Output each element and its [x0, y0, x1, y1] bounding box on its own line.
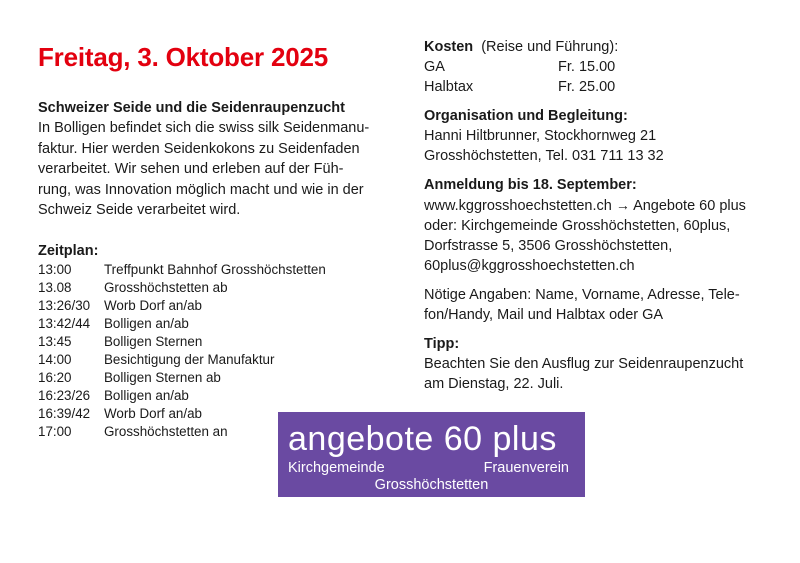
angebote-logo	[278, 412, 585, 497]
schedule-desc: Bolligen an/ab	[104, 387, 189, 403]
organisation-line: Grosshöchstetten, Tel. 031 711 13 32	[424, 148, 664, 164]
schedule-time: 13:42/44	[38, 315, 91, 331]
organisation-heading: Organisation und Begleitung:	[424, 108, 628, 124]
schedule-time: 13:45	[38, 333, 72, 349]
schedule-desc: Treffpunkt Bahnhof Grosshöchstetten	[104, 261, 326, 277]
schedule-desc: Besichtigung der Manufaktur	[104, 351, 275, 367]
schedule-time: 13:00	[38, 261, 72, 277]
intro-line: verarbeitet. Wir sehen und erleben auf der Füh-	[38, 161, 344, 178]
schedule-desc: Bolligen an/ab	[104, 315, 189, 331]
cost-label: Halbtax	[424, 79, 474, 95]
tip-heading: Tipp:	[424, 336, 460, 352]
costs-header	[424, 37, 789, 57]
left-column	[38, 40, 383, 441]
schedule-row	[38, 279, 383, 297]
costs-section	[424, 37, 789, 97]
schedule-time: 13.08	[38, 279, 72, 295]
intro-heading: Schweizer Seide und die Seidenraupenzucht	[38, 100, 345, 116]
schedule-desc: Worb Dorf an/ab	[104, 297, 202, 313]
schedule-time: 16:20	[38, 369, 72, 385]
organisation-line: Hanni Hiltbrunner, Stockhornweg 21	[424, 128, 657, 144]
cost-price: Fr. 25.00	[558, 79, 616, 95]
website-link[interactable]: www.kggrosshoechstetten.ch	[424, 198, 612, 214]
required-info-section	[424, 285, 789, 325]
registration-section	[424, 175, 789, 276]
registration-heading: Anmeldung bis 18. September:	[424, 177, 637, 193]
logo-bottom-text: Grosshöchstetten	[374, 477, 489, 493]
logo-left-text: Kirchgemeinde	[288, 460, 385, 476]
intro-line: In Bolligen befindet sich die swiss silk Seidenmanu-	[38, 120, 370, 136]
schedule-row	[38, 333, 383, 351]
schedule-time: 16:39/42	[38, 405, 91, 421]
costs-heading: Kosten	[424, 39, 474, 55]
schedule-heading: Zeitplan:	[38, 242, 99, 259]
tip-line: am Dienstag, 22. Juli.	[424, 376, 564, 392]
schedule-row	[38, 351, 383, 369]
schedule-row	[38, 315, 383, 333]
schedule-row	[38, 387, 383, 405]
schedule-time: 16:23/26	[38, 387, 91, 403]
required-line: Nötige Angaben: Name, Vorname, Adresse, Tele-	[424, 287, 740, 303]
logo-right-text: Frauenverein	[483, 460, 569, 476]
cost-price: Fr. 15.00	[558, 59, 616, 75]
schedule-desc: Bolligen Sternen ab	[104, 369, 221, 385]
event-date-title: Freitag, 3. Oktober 2025	[38, 42, 328, 72]
registration-line: Dorfstrasse 5, 3506 Grosshöchstetten,	[424, 238, 673, 254]
right-column	[424, 37, 789, 403]
tip-section	[424, 334, 789, 394]
cost-label: GA	[424, 59, 445, 75]
registration-email[interactable]: 60plus@kggrosshoechstetten.ch	[424, 258, 635, 274]
arrow-right-icon: →	[615, 197, 630, 213]
required-line: fon/Handy, Mail und Halbtax oder GA	[424, 307, 664, 323]
schedule-row	[38, 369, 383, 387]
intro-text	[38, 118, 383, 221]
registration-line: oder: Kirchgemeinde Grosshöchstetten, 60plus,	[424, 218, 731, 234]
organisation-section	[424, 106, 789, 166]
costs-note: (Reise und Führung):	[481, 39, 619, 55]
schedule-row	[38, 297, 383, 315]
logo-main-text: angebote 60 plus	[288, 420, 557, 458]
cost-row	[424, 77, 789, 97]
tip-line: Beachten Sie den Ausflug zur Seidenraupenzucht	[424, 356, 744, 372]
intro-line: rung, was Innovation möglich macht und wie in der	[38, 181, 364, 198]
schedule-row	[38, 261, 383, 279]
schedule-desc: Grosshöchstetten an	[104, 423, 228, 439]
logo-sub-row	[288, 460, 575, 477]
schedule-time: 14:00	[38, 351, 72, 367]
registration-website-line	[424, 195, 789, 216]
schedule-desc: Grosshöchstetten ab	[104, 279, 228, 295]
schedule-time: 13:26/30	[38, 297, 91, 313]
intro-line: Schweiz Seide verarbeitet wird.	[38, 202, 241, 219]
cost-row	[424, 57, 789, 77]
schedule-desc: Worb Dorf an/ab	[104, 405, 202, 421]
intro-line: faktur. Hier werden Seidenkokons zu Seidenfaden	[38, 140, 360, 157]
website-target: Angebote 60 plus	[633, 198, 746, 214]
schedule-time: 17:00	[38, 423, 72, 439]
schedule-desc: Bolligen Sternen	[104, 333, 203, 349]
